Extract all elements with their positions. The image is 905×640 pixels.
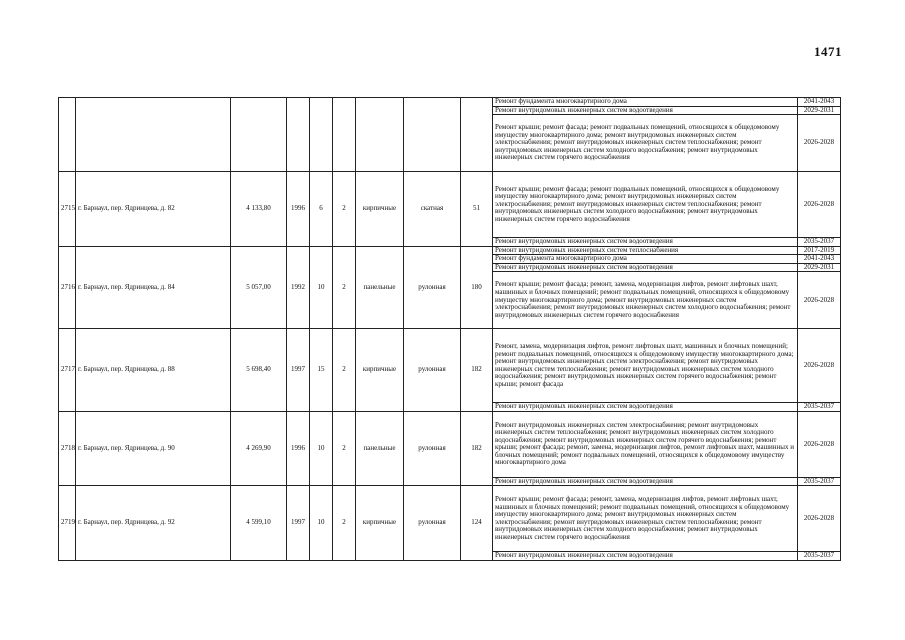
- address-cell: г. Барнаул, пер. Ядринцева, д. 88: [76, 329, 231, 412]
- work-type-cell: Ремонт внутридомовых инженерных систем водоотведения: [493, 552, 798, 561]
- work-period-cell: 2035-2037: [798, 552, 841, 561]
- building-number-cell: 2717: [59, 329, 76, 412]
- year-cell: 1996: [287, 172, 310, 247]
- walls-material-cell: кирпичные: [356, 172, 404, 247]
- work-period-cell: 2041-2043: [798, 255, 841, 264]
- walls-material-cell: панельные: [356, 246, 404, 329]
- apartments-cell: 51: [461, 172, 493, 247]
- work-type-cell: Ремонт внутридомовых инженерных систем водоотведения: [493, 106, 798, 115]
- building-number-cell: 2719: [59, 486, 76, 561]
- apartments-cell: 180: [461, 246, 493, 329]
- work-type-cell: Ремонт крыши; ремонт фасада; ремонт, замена, модернизация лифтов, ремонт лифтовых шахт, машинных и блочных помещений; ремонт подвальных помещений, относящихся к общедомовому имуществу многоквартирного дома; ремонт внутридомовых инженерных систем электроснабжения; ремонт внутридомовых инженерных систем холодного водоснабжения; ремонт внутридомовых инженерных систем горячего водоснабжения: [493, 272, 798, 329]
- entrances-cell: 2: [333, 329, 356, 412]
- entrances-cell: 2: [333, 172, 356, 247]
- apartments-cell: 182: [461, 329, 493, 412]
- floors-cell: 10: [310, 411, 333, 486]
- year-cell: 1996: [287, 411, 310, 486]
- work-type-cell: Ремонт внутридомовых инженерных систем электроснабжения; ремонт внутридомовых инженерных систем теплоснабжения; ремонт внутридомовых инженерных систем холодного водоснабжения; ремонт внутридомовых инженерных систем горячего водоснабжения; ремонт крыши; ремонт фасада; ремонт, замена, модернизация лифтов, ремонт лифтовых шахт, машинных и блочных помещений; ремонт подвальных помещений, относящихся к общедомовому имуществу многоквартирного дома: [493, 411, 798, 477]
- building-number-cell: [59, 98, 76, 172]
- entrances-cell: 2: [333, 411, 356, 486]
- work-period-cell: 2041-2043: [798, 98, 841, 107]
- building-number-cell: 2718: [59, 411, 76, 486]
- work-type-cell: Ремонт внутридомовых инженерных систем водоотведения: [493, 477, 798, 486]
- entrances-cell: 2: [333, 486, 356, 561]
- year-cell: 1997: [287, 486, 310, 561]
- entrances-cell: [333, 98, 356, 172]
- year-cell: 1992: [287, 246, 310, 329]
- walls-material-cell: [356, 98, 404, 172]
- area-cell: [231, 98, 287, 172]
- work-type-cell: Ремонт внутридомовых инженерных систем теплоснабжения: [493, 246, 798, 255]
- walls-material-cell: кирпичные: [356, 486, 404, 561]
- floors-cell: 15: [310, 329, 333, 412]
- table-row: [59, 98, 841, 107]
- walls-material-cell: кирпичные: [356, 329, 404, 412]
- roof-type-cell: рулонная: [404, 486, 461, 561]
- work-period-cell: 2035-2037: [798, 238, 841, 247]
- table-row: [59, 172, 841, 238]
- roof-type-cell: скатная: [404, 172, 461, 247]
- address-cell: г. Барнаул, пер. Ядринцева, д. 84: [76, 246, 231, 329]
- work-period-cell: 2035-2037: [798, 477, 841, 486]
- work-type-cell: Ремонт внутридомовых инженерных систем водоотведения: [493, 403, 798, 412]
- table-row: [59, 411, 841, 477]
- roof-type-cell: рулонная: [404, 411, 461, 486]
- work-type-cell: Ремонт крыши; ремонт фасада; ремонт подвальных помещений, относящихся к общедомовому имуществу многоквартирного дома; ремонт внутридомовых инженерных систем электроснабжения; ремонт внутридомовых инженерных систем теплоснабжения; ремонт внутридомовых инженерных систем холодного водоснабжения; ремонт внутридомовых инженерных систем горячего водоснабжения: [493, 115, 798, 172]
- address-cell: [76, 98, 231, 172]
- table-body: [59, 98, 841, 561]
- area-cell: 4 133,80: [231, 172, 287, 247]
- area-cell: 4 269,90: [231, 411, 287, 486]
- address-cell: г. Барнаул, пер. Ядринцева, д. 82: [76, 172, 231, 247]
- year-cell: [287, 98, 310, 172]
- roof-type-cell: [404, 98, 461, 172]
- building-number-cell: 2716: [59, 246, 76, 329]
- floors-cell: 10: [310, 486, 333, 561]
- work-type-cell: Ремонт фундамента многоквартирного дома: [493, 255, 798, 264]
- work-period-cell: 2035-2037: [798, 403, 841, 412]
- apartments-cell: 182: [461, 411, 493, 486]
- work-type-cell: Ремонт внутридомовых инженерных систем водоотведения: [493, 263, 798, 272]
- work-period-cell: 2026-2028: [798, 272, 841, 329]
- work-period-cell: 2026-2028: [798, 329, 841, 403]
- work-period-cell: 2026-2028: [798, 172, 841, 238]
- address-cell: г. Барнаул, пер. Ядринцева, д. 90: [76, 411, 231, 486]
- work-period-cell: 2026-2028: [798, 115, 841, 172]
- work-period-cell: 2026-2028: [798, 411, 841, 477]
- area-cell: 5 698,40: [231, 329, 287, 412]
- work-type-cell: Ремонт крыши; ремонт фасада; ремонт подвальных помещений, относящихся к общедомовому имуществу многоквартирного дома; ремонт внутридомовых инженерных систем электроснабжения; ремонт внутридомовых инженерных систем теплоснабжения; ремонт внутридомовых инженерных систем холодного водоснабжения; ремонт внутридомовых инженерных систем горячего водоснабжения: [493, 172, 798, 238]
- address-cell: г. Барнаул, пер. Ядринцева, д. 92: [76, 486, 231, 561]
- work-period-cell: 2029-2031: [798, 263, 841, 272]
- roof-type-cell: рулонная: [404, 329, 461, 412]
- walls-material-cell: панельные: [356, 411, 404, 486]
- year-cell: 1997: [287, 329, 310, 412]
- floors-cell: 6: [310, 172, 333, 247]
- table-row: [59, 486, 841, 552]
- roof-type-cell: рулонная: [404, 246, 461, 329]
- apartments-cell: [461, 98, 493, 172]
- table-row: [59, 246, 841, 255]
- capital-repair-table: [58, 97, 841, 561]
- work-period-cell: 2029-2031: [798, 106, 841, 115]
- entrances-cell: 2: [333, 246, 356, 329]
- work-type-cell: Ремонт, замена, модернизация лифтов, ремонт лифтовых шахт, машинных и блочных помещений; ремонт подвальных помещений, относящихся к общедомовому имуществу многоквартирного дома; ремонт внутридомовых инженерных систем электроснабжения; ремонт внутридомовых инженерных систем теплоснабжения; ремонт внутридомовых инженерных систем холодного водоснабжения; ремонт внутридомовых инженерных систем горячего водоснабжения; ремонт крыши; ремонт фасада: [493, 329, 798, 403]
- work-period-cell: 2026-2028: [798, 486, 841, 552]
- table-row: [59, 329, 841, 403]
- work-period-cell: 2017-2019: [798, 246, 841, 255]
- area-cell: 5 057,00: [231, 246, 287, 329]
- work-type-cell: Ремонт фундамента многоквартирного дома: [493, 98, 798, 107]
- floors-cell: [310, 98, 333, 172]
- apartments-cell: 124: [461, 486, 493, 561]
- page-number: 1471: [814, 44, 842, 59]
- work-type-cell: Ремонт внутридомовых инженерных систем водоотведения: [493, 238, 798, 247]
- floors-cell: 10: [310, 246, 333, 329]
- work-type-cell: Ремонт крыши; ремонт фасада; ремонт, замена, модернизация лифтов, ремонт лифтовых шахт, машинных и блочных помещений; ремонт подвальных помещений, относящихся к общедомовому имуществу многоквартирного дома; ремонт внутридомовых инженерных систем электроснабжения; ремонт внутридомовых инженерных систем теплоснабжения; ремонт внутридомовых инженерных систем холодного водоснабжения; ремонт внутридомовых инженерных систем горячего водоснабжения: [493, 486, 798, 552]
- building-number-cell: 2715: [59, 172, 76, 247]
- area-cell: 4 599,10: [231, 486, 287, 561]
